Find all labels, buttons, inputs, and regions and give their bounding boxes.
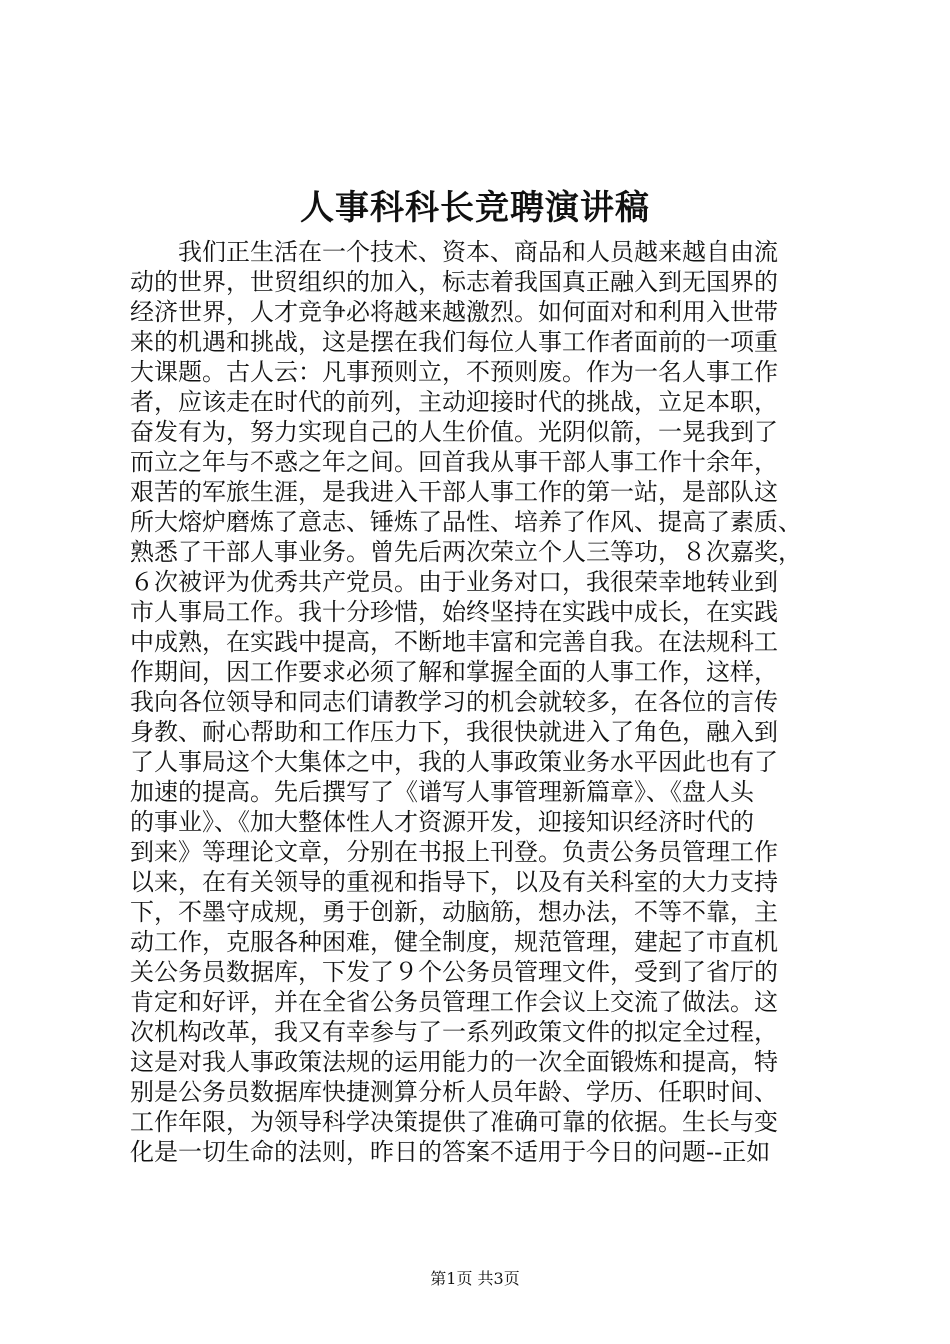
text-line: 大课题。古人云：凡事预则立，不预则废。作为一名人事工作 [130,358,778,386]
text-line: 这是对我人事政策法规的运用能力的一次全面锻炼和提高，特 [130,1048,778,1076]
text-line: 化是一切生命的法则，昨日的答案不适用于今日的问题--正如 [130,1138,771,1166]
text-line: 加速的提高。先后撰写了《谱写人事管理新篇章》、《盘人头 [130,778,754,806]
text-line: ６次被评为优秀共产党员。由于业务对口，我很荣幸地转业到 [130,568,778,596]
text-line: 中成熟，在实践中提高，不断地丰富和完善自我。在法规科工 [130,628,778,656]
text-line: 经济世界，人才竞争必将越来越激烈。如何面对和利用入世带 [130,298,778,326]
text-line: 作期间，因工作要求必须了解和掌握全面的人事工作，这样， [130,658,778,686]
text-line: 关公务员数据库，下发了９个公务员管理文件，受到了省厅的 [130,958,778,986]
text-line: 的事业》、《加大整体性人才资源开发，迎接知识经济时代的 [130,808,754,836]
text-line: 而立之年与不惑之年之间。回首我从事干部人事工作十余年， [130,448,778,476]
text-line: 市人事局工作。我十分珍惜，始终坚持在实践中成长，在实践 [130,598,778,626]
document-title: 人事科科长竞聘演讲稿 [300,188,650,228]
text-line: 我们正生活在一个技术、资本、商品和人员越来越自由流 [130,238,778,266]
text-line: 艰苦的军旅生涯，是我进入干部人事工作的第一站，是部队这 [130,478,778,506]
text-line: 下，不墨守成规，勇于创新，动脑筋，想办法，不等不靠，主 [130,898,778,926]
text-line: 到来》等理论文章，分别在书报上刊登。负责公务员管理工作 [130,838,778,866]
text-line: 奋发有为，努力实现自己的人生价值。光阴似箭，一晃我到了 [130,418,778,446]
body-paragraph [130,237,820,1167]
page-footer: 第1页 共3页 [430,1269,520,1288]
text-line: 次机构改革，我又有幸参与了一系列政策文件的拟定全过程， [130,1018,778,1046]
text-line: 别是公务员数据库快捷测算分析人员年龄、学历、任职时间、 [130,1078,778,1106]
text-line: 动的世界，世贸组织的加入，标志着我国真正融入到无国界的 [130,268,778,296]
text-line: 肯定和好评，并在全省公务员管理工作会议上交流了做法。这 [130,988,778,1016]
text-line: 者，应该走在时代的前列，主动迎接时代的挑战，立足本职， [130,388,778,416]
text-line: 身教、耐心帮助和工作压力下，我很快就进入了角色，融入到 [130,718,778,746]
text-line: 了人事局这个大集体之中，我的人事政策业务水平因此也有了 [130,748,778,776]
text-line: 动工作，克服各种困难，健全制度，规范管理，建起了市直机 [130,928,778,956]
text-line: 以来，在有关领导的重视和指导下，以及有关科室的大力支持 [130,868,778,896]
text-line: 所大熔炉磨炼了意志、锤炼了品性、培养了作风、提高了素质、 [130,508,802,536]
text-line: 来的机遇和挑战，这是摆在我们每位人事工作者面前的一项重 [130,328,778,356]
text-line: 熟悉了干部人事业务。曾先后两次荣立个人三等功，８次嘉奖， [130,538,802,566]
text-line: 我向各位领导和同志们请教学习的机会就较多，在各位的言传 [130,688,778,716]
text-line: 工作年限，为领导科学决策提供了准确可靠的依据。生长与变 [130,1108,778,1136]
